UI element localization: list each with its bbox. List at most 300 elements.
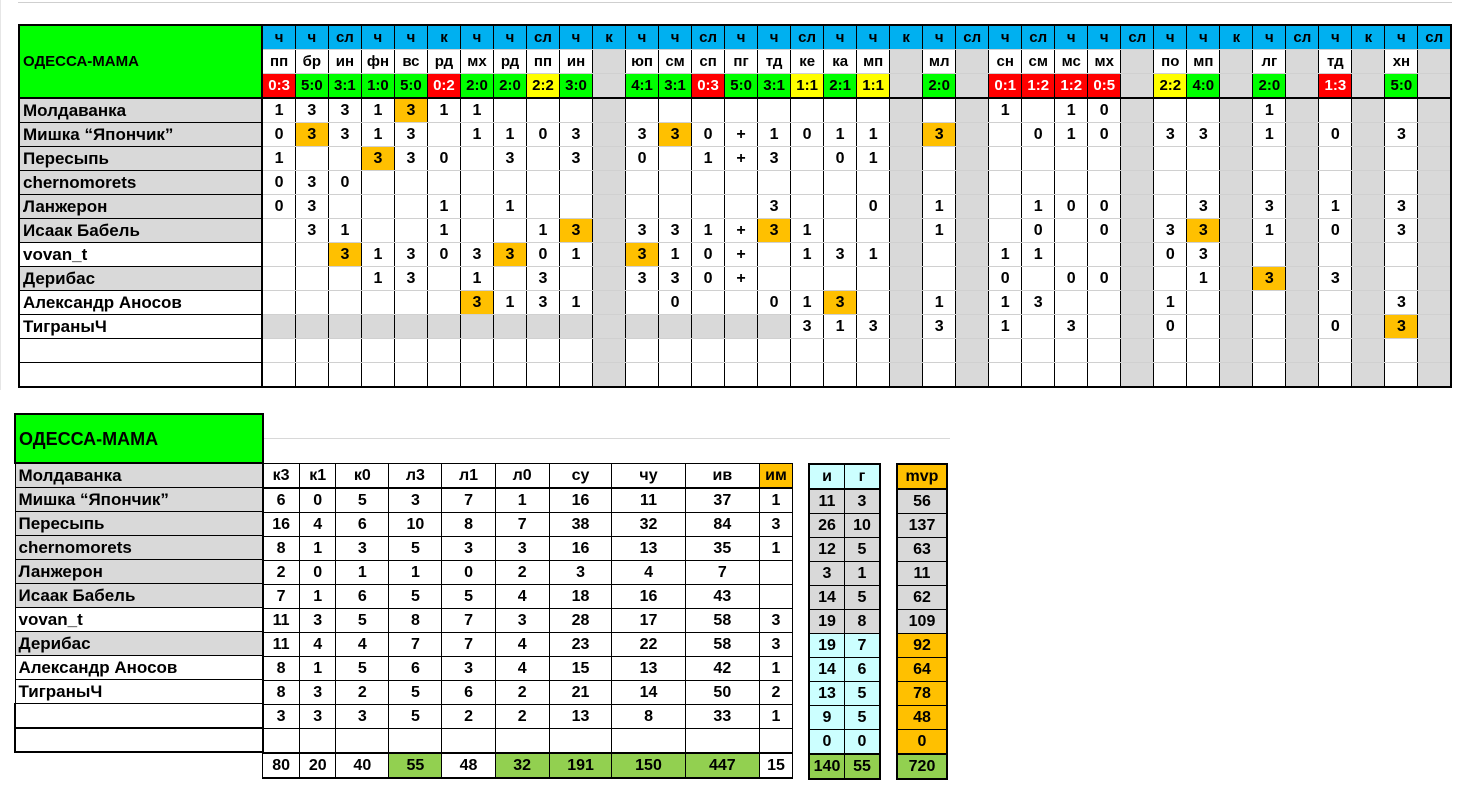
player-score: 0 <box>1319 123 1352 147</box>
player-score <box>725 291 758 315</box>
player-score <box>1253 315 1286 339</box>
game-type: ч <box>560 25 593 50</box>
player-row <box>19 147 1451 171</box>
player-score: 3 <box>394 98 427 123</box>
player-score <box>394 315 427 339</box>
player-score <box>460 219 493 243</box>
player-score <box>1352 267 1385 291</box>
player-score: 1 <box>692 147 725 171</box>
stats-value: 1 <box>760 537 793 561</box>
player-score <box>560 195 593 219</box>
player-score <box>890 243 923 267</box>
player-score <box>1088 339 1121 363</box>
player-score: 1 <box>1055 98 1088 123</box>
player-score <box>295 339 328 363</box>
stats-value: 13 <box>549 705 612 729</box>
player-name: Александр Аносов <box>19 291 262 315</box>
stats-value: 0 <box>442 561 495 585</box>
player-score <box>493 315 526 339</box>
player-score <box>1187 315 1220 339</box>
player-score <box>262 291 295 315</box>
game-type: сл <box>1022 25 1055 50</box>
i-value: 9 <box>809 706 845 730</box>
game-opponent: пп <box>526 50 559 74</box>
player-score <box>1154 363 1187 388</box>
stats-name-row <box>15 512 263 536</box>
player-score <box>989 339 1022 363</box>
game-opponent: мп <box>1187 50 1220 74</box>
mvp-header: mvp <box>897 464 947 489</box>
player-score <box>791 171 824 195</box>
player-score: 3 <box>791 315 824 339</box>
player-score <box>626 195 659 219</box>
game-opponent: мс <box>1055 50 1088 74</box>
player-score <box>1121 315 1154 339</box>
stats-value: 3 <box>336 705 389 729</box>
player-score: 1 <box>427 98 460 123</box>
player-score <box>460 315 493 339</box>
player-score: 3 <box>626 243 659 267</box>
player-score <box>1286 195 1319 219</box>
game-opponent: юп <box>626 50 659 74</box>
player-score <box>1055 219 1088 243</box>
game-score <box>1286 74 1319 99</box>
player-score: 3 <box>493 147 526 171</box>
player-score <box>692 98 725 123</box>
game-type: ч <box>725 25 758 50</box>
mvp-row <box>897 610 947 634</box>
stats-name-row <box>15 656 263 680</box>
player-score: 1 <box>427 219 460 243</box>
game-score <box>956 74 989 99</box>
stats-value: 4 <box>612 561 685 585</box>
player-score: 1 <box>791 243 824 267</box>
game-score: 5:0 <box>1385 74 1418 99</box>
player-score <box>1055 339 1088 363</box>
stats-value-row <box>263 513 793 537</box>
game-opponent: пп <box>262 50 295 74</box>
player-score <box>1220 219 1253 243</box>
game-score: 5:0 <box>295 74 328 99</box>
ig-row <box>809 634 880 658</box>
player-score <box>1022 267 1055 291</box>
game-score: 2:2 <box>1154 74 1187 99</box>
player-score <box>1418 363 1451 388</box>
player-score <box>1418 267 1451 291</box>
player-score <box>890 98 923 123</box>
player-score <box>427 315 460 339</box>
player-score <box>956 363 989 388</box>
player-score: 1 <box>989 315 1022 339</box>
player-score <box>1088 363 1121 388</box>
stats-col-header: су <box>549 464 612 489</box>
stats-mvp-table <box>896 463 948 780</box>
stats-value: 1 <box>495 488 549 513</box>
player-score <box>1022 315 1055 339</box>
player-score <box>560 98 593 123</box>
player-score <box>791 98 824 123</box>
player-score <box>692 339 725 363</box>
mvp-value: 48 <box>897 706 947 730</box>
player-score <box>394 363 427 388</box>
stats-value: 3 <box>442 657 495 681</box>
player-score <box>593 219 626 243</box>
player-score <box>1022 171 1055 195</box>
player-score <box>1286 291 1319 315</box>
player-score <box>989 363 1022 388</box>
game-score <box>593 74 626 99</box>
stats-value: 6 <box>442 681 495 705</box>
game-opponent <box>956 50 989 74</box>
player-score: 3 <box>328 123 361 147</box>
player-score <box>493 171 526 195</box>
mvp-totals-row <box>897 754 947 779</box>
player-score <box>526 315 559 339</box>
player-score: + <box>725 267 758 291</box>
player-score <box>1352 315 1385 339</box>
stats-value: 4 <box>495 585 549 609</box>
stats-value-row <box>263 657 793 681</box>
player-score: 1 <box>857 243 890 267</box>
player-score: 0 <box>1319 315 1352 339</box>
stats-names-table <box>14 413 264 753</box>
player-score <box>1352 363 1385 388</box>
player-score: 0 <box>1088 267 1121 291</box>
ig-row <box>809 682 880 706</box>
player-score <box>1286 219 1319 243</box>
player-score: 3 <box>1385 291 1418 315</box>
game-score <box>1352 74 1385 99</box>
stats-value: 0 <box>300 561 336 585</box>
player-score <box>956 147 989 171</box>
stats-value: 16 <box>263 513 300 537</box>
mvp-value: 63 <box>897 538 947 562</box>
player-score <box>560 315 593 339</box>
player-score <box>1088 243 1121 267</box>
player-score <box>460 363 493 388</box>
player-score <box>1385 243 1418 267</box>
player-score: + <box>725 147 758 171</box>
game-score: 2:2 <box>526 74 559 99</box>
stats-value: 3 <box>549 561 612 585</box>
stats-value: 5 <box>336 488 389 513</box>
stats-value: 6 <box>263 488 300 513</box>
stats-name-row <box>15 560 263 584</box>
game-opponent <box>1418 50 1451 74</box>
player-score <box>262 339 295 363</box>
game-score: 1:0 <box>361 74 394 99</box>
i-header: и <box>809 464 845 489</box>
game-type: ч <box>1055 25 1088 50</box>
stats-value: 6 <box>336 585 389 609</box>
player-score: 0 <box>758 291 791 315</box>
stats-value: 3 <box>336 537 389 561</box>
player-row <box>19 339 1451 363</box>
player-score <box>956 267 989 291</box>
player-score: 3 <box>361 147 394 171</box>
mvp-value: 64 <box>897 658 947 682</box>
player-score <box>824 363 857 388</box>
player-score <box>1121 195 1154 219</box>
player-score: 1 <box>1022 195 1055 219</box>
player-score <box>394 219 427 243</box>
player-score: 3 <box>328 243 361 267</box>
game-type: к <box>1352 25 1385 50</box>
stats-player-name <box>15 704 263 729</box>
stats-col-header: л0 <box>495 464 549 489</box>
game-score: 3:1 <box>758 74 791 99</box>
player-score <box>1418 339 1451 363</box>
player-score: 1 <box>659 243 692 267</box>
player-score <box>262 315 295 339</box>
stats-value: 3 <box>300 609 336 633</box>
player-score <box>692 291 725 315</box>
game-score: 0:2 <box>427 74 460 99</box>
game-type: ч <box>361 25 394 50</box>
i-value: 0 <box>809 730 845 755</box>
player-score: 3 <box>394 123 427 147</box>
stats-value: 13 <box>612 537 685 561</box>
ig-totals-row <box>809 754 880 779</box>
game-score: 2:1 <box>824 74 857 99</box>
player-score <box>1286 363 1319 388</box>
mvp-value: 109 <box>897 610 947 634</box>
g-header: г <box>845 464 881 489</box>
stats-value: 3 <box>495 537 549 561</box>
game-score: 1:2 <box>1055 74 1088 99</box>
player-score <box>956 171 989 195</box>
game-score: 0:5 <box>1088 74 1121 99</box>
player-score: 0 <box>1319 219 1352 243</box>
player-score: 1 <box>427 195 460 219</box>
player-score: 3 <box>394 267 427 291</box>
stats-value: 2 <box>442 705 495 729</box>
g-value: 8 <box>845 610 881 634</box>
stats-total-name-row <box>15 728 263 752</box>
player-score <box>361 171 394 195</box>
player-name: chernomorets <box>19 171 262 195</box>
stats-value: 4 <box>336 633 389 657</box>
i-value: 12 <box>809 538 845 562</box>
player-score <box>427 291 460 315</box>
game-opponent: сп <box>692 50 725 74</box>
game-opponent <box>1220 50 1253 74</box>
game-type: ч <box>493 25 526 50</box>
player-score <box>1220 195 1253 219</box>
game-score: 3:1 <box>328 74 361 99</box>
player-score <box>659 171 692 195</box>
stats-value: 15 <box>549 657 612 681</box>
game-score: 5:0 <box>725 74 758 99</box>
player-score: 1 <box>460 123 493 147</box>
player-score <box>593 243 626 267</box>
mvp-row <box>897 514 947 538</box>
player-score <box>824 195 857 219</box>
stats-value: 1 <box>300 537 336 561</box>
stats-value-row <box>263 585 793 609</box>
player-score: 0 <box>1088 98 1121 123</box>
player-score <box>1220 363 1253 388</box>
stats-value: 7 <box>263 585 300 609</box>
game-score: 1:3 <box>1319 74 1352 99</box>
player-score <box>1418 171 1451 195</box>
player-score: 1 <box>560 243 593 267</box>
game-type: к <box>890 25 923 50</box>
player-score: 1 <box>1154 291 1187 315</box>
ig-row <box>809 538 880 562</box>
g-value: 7 <box>845 634 881 658</box>
mvp-row <box>897 634 947 658</box>
stats-value: 3 <box>760 633 793 657</box>
player-score <box>824 219 857 243</box>
player-score: 1 <box>493 123 526 147</box>
player-score <box>890 195 923 219</box>
game-type: ч <box>758 25 791 50</box>
player-score: 1 <box>923 219 956 243</box>
player-score <box>593 291 626 315</box>
player-score: 1 <box>1022 243 1055 267</box>
stats-value: 11 <box>263 633 300 657</box>
player-score: 1 <box>923 291 956 315</box>
player-score: 3 <box>857 315 890 339</box>
player-score <box>758 171 791 195</box>
player-score: 3 <box>758 195 791 219</box>
player-score <box>1121 219 1154 243</box>
stats-value-row <box>263 681 793 705</box>
stats-value: 58 <box>685 633 759 657</box>
player-score <box>1220 243 1253 267</box>
player-score <box>427 339 460 363</box>
player-score <box>1220 315 1253 339</box>
stats-value <box>549 729 612 754</box>
mvp-row <box>897 489 947 514</box>
player-score: 0 <box>526 123 559 147</box>
player-score <box>1220 291 1253 315</box>
player-score <box>1055 243 1088 267</box>
player-score: 3 <box>824 291 857 315</box>
player-score <box>923 363 956 388</box>
player-score: 0 <box>328 171 361 195</box>
player-score <box>626 291 659 315</box>
player-score: 1 <box>1319 195 1352 219</box>
game-type: ч <box>1088 25 1121 50</box>
player-score <box>295 363 328 388</box>
i-value: 14 <box>809 658 845 682</box>
game-opponent: ин <box>560 50 593 74</box>
g-value: 5 <box>845 586 881 610</box>
player-score <box>1220 98 1253 123</box>
g-value: 0 <box>845 730 881 755</box>
player-score <box>262 267 295 291</box>
mvp-value: 56 <box>897 489 947 514</box>
player-score: 1 <box>989 243 1022 267</box>
player-score <box>1253 243 1286 267</box>
game-type: ч <box>626 25 659 50</box>
stats-value: 21 <box>549 681 612 705</box>
player-score <box>692 315 725 339</box>
player-score <box>956 243 989 267</box>
stats-value: 1 <box>760 488 793 513</box>
player-score: 3 <box>1385 315 1418 339</box>
player-score: 3 <box>626 267 659 291</box>
player-score <box>1385 339 1418 363</box>
stats-value: 8 <box>612 705 685 729</box>
i-value: 19 <box>809 610 845 634</box>
player-score <box>923 267 956 291</box>
stats-value: 2 <box>263 561 300 585</box>
stats-value: 5 <box>389 585 442 609</box>
game-type: сл <box>791 25 824 50</box>
stats-value <box>760 561 793 585</box>
player-score: 3 <box>1385 219 1418 243</box>
stats-value: 5 <box>336 657 389 681</box>
game-type: ч <box>460 25 493 50</box>
player-score <box>989 123 1022 147</box>
player-score: 3 <box>1253 195 1286 219</box>
player-score <box>361 315 394 339</box>
player-score <box>659 195 692 219</box>
player-score: 0 <box>692 123 725 147</box>
game-opponent <box>1286 50 1319 74</box>
stats-total-value: 191 <box>549 753 612 778</box>
player-score: 1 <box>460 267 493 291</box>
player-score: 0 <box>427 243 460 267</box>
stats-col-header: чу <box>612 464 685 489</box>
player-score: 0 <box>1055 195 1088 219</box>
player-score: 0 <box>857 195 890 219</box>
player-score <box>857 219 890 243</box>
game-type: к <box>427 25 460 50</box>
game-score <box>1121 74 1154 99</box>
player-score <box>1286 315 1319 339</box>
player-score: 1 <box>791 219 824 243</box>
player-score: + <box>725 219 758 243</box>
stats-value: 58 <box>685 609 759 633</box>
mvp-row <box>897 682 947 706</box>
player-row <box>19 219 1451 243</box>
player-score <box>956 98 989 123</box>
player-score <box>1253 339 1286 363</box>
player-score <box>262 243 295 267</box>
player-score: 3 <box>295 195 328 219</box>
player-score <box>1220 147 1253 171</box>
mvp-value: 137 <box>897 514 947 538</box>
player-score <box>1154 339 1187 363</box>
stats-value: 1 <box>760 705 793 729</box>
game-type: ч <box>659 25 692 50</box>
player-score <box>1319 147 1352 171</box>
player-name: Дерибас <box>19 267 262 291</box>
stats-value: 3 <box>495 609 549 633</box>
stats-value <box>336 729 389 754</box>
game-opponent: тд <box>758 50 791 74</box>
player-score <box>1418 195 1451 219</box>
player-score <box>1253 291 1286 315</box>
stats-name-row <box>15 488 263 512</box>
stats-value <box>442 729 495 754</box>
game-score: 0:3 <box>262 74 295 99</box>
player-score <box>890 171 923 195</box>
stats-col-header: л1 <box>442 464 495 489</box>
player-score <box>1352 195 1385 219</box>
player-score <box>295 243 328 267</box>
player-score <box>526 98 559 123</box>
player-score <box>1286 98 1319 123</box>
player-score <box>824 339 857 363</box>
player-score: + <box>725 123 758 147</box>
player-score <box>493 267 526 291</box>
game-type: ч <box>824 25 857 50</box>
